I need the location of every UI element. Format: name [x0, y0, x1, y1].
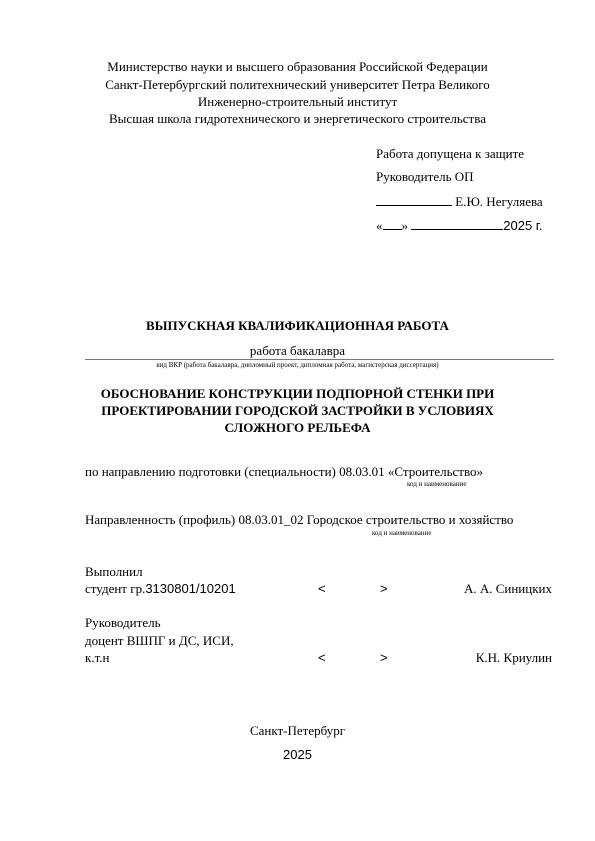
- university-line: Санкт-Петербургский политехнический университет Петра Великого: [105, 77, 490, 92]
- topic-line-1: ОБОСНОВАНИЕ КОНСТРУКЦИИ ПОДПОРНОЙ СТЕНКИ ПРИ: [100, 386, 495, 401]
- supervisor-name: К.Н. Криулин: [475, 650, 552, 665]
- performer-name: А. А. Синицких: [463, 581, 552, 596]
- footer-city: Санкт-Петербург: [249, 723, 346, 738]
- date-quote-close: »: [401, 218, 408, 233]
- topic-line-3: СЛОЖНОГО РЕЛЬЕФА: [224, 420, 371, 435]
- supervisor-label: Руководитель: [85, 615, 161, 630]
- supervisor-signature-gt: >: [380, 650, 388, 665]
- direction-hint: код и наименование: [407, 480, 467, 488]
- work-kind-hint: вид ВКР (работа бакалавра, дипломный проект, дипломная работа, магистерская диссертация): [156, 361, 439, 369]
- day-blank: [383, 216, 402, 230]
- date-year: 2025 г.: [503, 218, 543, 233]
- performer-role: [85, 580, 236, 598]
- work-kind: работа бакалавра: [249, 343, 346, 358]
- performer-role-text: студент гр.: [85, 581, 146, 596]
- supervisor-signature-lt: <: [318, 650, 326, 665]
- date-quote-open: «: [376, 218, 383, 233]
- month-blank: [411, 216, 503, 230]
- institute-line: Инженерно-строительный институт: [197, 94, 398, 109]
- profile-text: Направленность (профиль) 08.03.01_02 Городское строительство и хозяйство: [85, 512, 514, 527]
- signature-row: [376, 192, 543, 211]
- document-type-title: ВЫПУСКНАЯ КВАЛИФИКАЦИОННАЯ РАБОТА: [146, 318, 449, 333]
- op-supervisor-name: Е.Ю. Негуляева: [455, 194, 543, 209]
- date-row: [376, 216, 543, 235]
- topic-line-2: ПРОЕКТИРОВАНИИ ГОРОДСКОЙ ЗАСТРОЙКИ В УСЛОВИЯХ: [101, 403, 494, 418]
- direction-text: по направлению подготовки (специальности) 08.03.01 «Строительство»: [85, 464, 484, 479]
- performer-label: Выполнил: [85, 564, 143, 579]
- work-kind-underline: [85, 359, 554, 360]
- op-supervisor-label: Руководитель ОП: [376, 169, 474, 184]
- supervisor-role-line-2: к.т.н: [85, 650, 110, 665]
- performer-signature-lt: <: [318, 581, 326, 596]
- performer-signature-gt: >: [380, 581, 388, 596]
- school-line: Высшая школа гидротехнического и энергетического строительства: [109, 111, 486, 126]
- supervisor-role-line-1: доцент ВШПГ и ДС, ИСИ,: [85, 633, 234, 648]
- ministry-line: Министерство науки и высшего образования Российской Федерации: [107, 59, 488, 74]
- student-group: 3130801/10201: [145, 581, 236, 596]
- signature-blank: [376, 192, 452, 206]
- profile-hint: код и наименование: [372, 529, 432, 537]
- footer-year: 2025: [283, 747, 312, 762]
- admitted-label: Работа допущена к защите: [376, 146, 525, 161]
